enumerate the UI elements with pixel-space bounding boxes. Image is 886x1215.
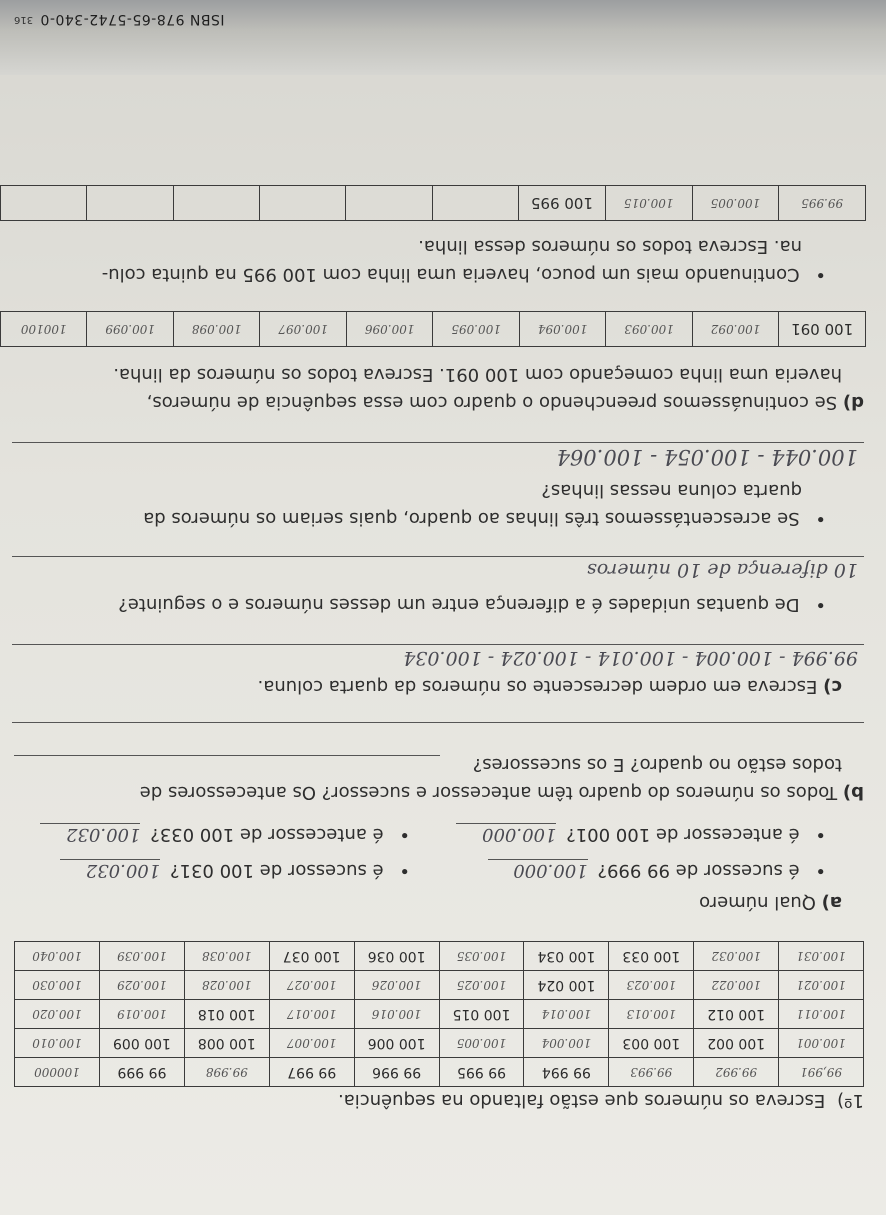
exercise-number: 1º): [837, 1090, 864, 1111]
grid-cell: 100 008: [184, 1029, 269, 1058]
grid-cell-handwritten[interactable]: 100.026: [354, 971, 439, 1000]
row-cell: 100 995: [519, 186, 606, 221]
grid-cell: 100 024: [524, 971, 609, 1000]
part-a-q1: [488, 859, 826, 881]
grid-cell-handwritten[interactable]: 100.010: [15, 1029, 100, 1058]
grid-cell-handwritten[interactable]: 100.021: [779, 971, 864, 1000]
part-c-more-line[interactable]: [12, 442, 864, 443]
exercise-heading: [338, 1090, 864, 1111]
grid-cell: 100 015: [439, 1000, 524, 1029]
grid-cell-handwritten[interactable]: 100.023: [609, 971, 694, 1000]
part-c-diff-question: [118, 594, 826, 615]
grid-cell-handwritten[interactable]: 100.022: [694, 971, 779, 1000]
page-number: 316: [14, 14, 34, 25]
part-d-q2-text2: na. Escreva todos os números dessa linha.: [418, 236, 802, 257]
part-b-label: b): [842, 782, 864, 803]
part-a-q3-text: é antecessor de 100 001?: [566, 824, 800, 845]
part-a-label: a): [821, 892, 842, 913]
grid-cell-handwritten[interactable]: 100.039: [99, 942, 184, 971]
grid-cell-handwritten[interactable]: 100.032: [694, 942, 779, 971]
part-a-q4-text: é antecessor de 100 033?: [150, 824, 384, 845]
grid-cell: 99 999: [99, 1058, 184, 1087]
row-cell-empty[interactable]: [432, 186, 518, 221]
row-cell-handwritten[interactable]: 100100: [1, 312, 87, 347]
part-b-line1: Todos os números do quadro têm antecessor e sucessor? Os antecessores de: [139, 782, 838, 803]
grid-cell-handwritten[interactable]: 100.011: [779, 1000, 864, 1029]
part-d-q2-text1: Continuando mais um pouco, haveria uma linha com 100 995 na quinta colu-: [101, 264, 800, 285]
grid-cell-handwritten[interactable]: 100.016: [354, 1000, 439, 1029]
part-b-answer-line-1[interactable]: [14, 755, 440, 756]
grid-cell-handwritten[interactable]: 99.992: [694, 1058, 779, 1087]
grid-cell-handwritten[interactable]: 100.029: [99, 971, 184, 1000]
grid-cell: 99 996: [354, 1058, 439, 1087]
part-b-text1: [14, 782, 864, 803]
grid-cell: 99 997: [269, 1058, 354, 1087]
row-cell: 100 091: [779, 312, 866, 347]
row-cell-empty[interactable]: [87, 186, 173, 221]
exercise-title: Escreva os números que estão faltando na sequência.: [338, 1090, 826, 1111]
part-c-text: [258, 676, 842, 697]
part-c-more-text1: Se acrescentássemos três linhas ao quadro, quais seriam os números da: [143, 508, 800, 529]
part-b-text2: [473, 754, 842, 775]
grid-cell: 100 037: [269, 942, 354, 971]
part-b-answer-line-2[interactable]: [12, 722, 864, 723]
grid-row: [15, 942, 864, 971]
part-d-text2: [113, 364, 842, 385]
grid-cell-handwritten[interactable]: 100.013: [609, 1000, 694, 1029]
isbn: ISBN 978-65-5742-340-0: [40, 11, 225, 27]
grid-cell-handwritten[interactable]: 100.005: [439, 1029, 524, 1058]
part-a-a2[interactable]: 100.032: [60, 859, 160, 881]
grid-cell-handwritten[interactable]: 100.040: [15, 942, 100, 971]
grid-cell-handwritten[interactable]: 100.014: [524, 1000, 609, 1029]
row-cell-handwritten[interactable]: 100.096: [346, 312, 432, 347]
grid-cell-handwritten[interactable]: 100.028: [184, 971, 269, 1000]
row-cell-handwritten[interactable]: 100.092: [692, 312, 778, 347]
part-a-text: Qual número: [699, 892, 816, 913]
grid-cell: 100 002: [694, 1029, 779, 1058]
grid-cell-handwritten[interactable]: 100.001: [779, 1029, 864, 1058]
grid-row: [15, 1000, 864, 1029]
row-cell-handwritten[interactable]: 100.095: [433, 312, 519, 347]
number-grid: [14, 941, 864, 1087]
row-cell-handwritten[interactable]: 100.098: [173, 312, 259, 347]
row-cell-empty[interactable]: [260, 186, 346, 221]
row-cell-handwritten[interactable]: 100.094: [519, 312, 605, 347]
row-cell-handwritten[interactable]: 100.093: [606, 312, 692, 347]
part-c-more-question-2: [541, 480, 802, 501]
grid-cell-handwritten[interactable]: 100.038: [184, 942, 269, 971]
grid-cell: 99 995: [439, 1058, 524, 1087]
part-a-q3: [456, 823, 826, 845]
grid-row: [15, 971, 864, 1000]
grid-cell: 100 003: [609, 1029, 694, 1058]
grid-cell-handwritten[interactable]: 100.007: [269, 1029, 354, 1058]
part-c-diff-answer[interactable]: 10 diferença de 10 números: [587, 559, 858, 581]
part-a-q2-text: é sucessor de 100 031?: [169, 860, 384, 881]
row-cell-handwritten[interactable]: 100.099: [87, 312, 173, 347]
row-cell-handwritten[interactable]: 100.097: [260, 312, 346, 347]
grid-cell: 100 018: [184, 1000, 269, 1029]
part-a-q1-text: é sucessor de 99 999?: [597, 860, 800, 881]
grid-cell: 100 034: [524, 942, 609, 971]
part-c-more-text2: quarta coluna nessas linhas?: [541, 480, 802, 501]
part-c-answer-line[interactable]: [12, 644, 864, 645]
part-c-diff-text: De quantas unidades é a diferença entre um desses números e o seguinte?: [118, 594, 800, 615]
grid-cell: 99 994: [524, 1058, 609, 1087]
part-a-q2: [60, 859, 410, 881]
grid-cell-handwritten[interactable]: 99.993: [609, 1058, 694, 1087]
grid-cell: 100 036: [354, 942, 439, 971]
part-c-label: c): [823, 676, 842, 697]
row-cell-handwritten[interactable]: 100.015: [605, 186, 692, 221]
grid-cell: 100 033: [609, 942, 694, 971]
grid-cell-handwritten[interactable]: 99.998: [184, 1058, 269, 1087]
part-d-q2-line2: [418, 236, 802, 257]
row-cell-empty[interactable]: [1, 186, 87, 221]
grid-cell-handwritten[interactable]: 100.030: [15, 971, 100, 1000]
part-a-prompt: [699, 892, 842, 913]
part-c-line: Escreva em ordem decrescente os números da quarta coluna.: [257, 676, 818, 697]
grid-cell-handwritten[interactable]: 100.025: [439, 971, 524, 1000]
part-d-line2: haveria uma linha começando com 100 091. Escreva todos os números da linha.: [113, 364, 842, 385]
grid-cell-handwritten[interactable]: 100.027: [269, 971, 354, 1000]
part-c-answer[interactable]: 99.994 - 100.004 - 100.014 - 100.024 - 100.034: [403, 647, 858, 669]
part-d-label: d): [842, 392, 864, 413]
part-a-a4[interactable]: 100.032: [40, 823, 140, 845]
grid-cell-handwritten[interactable]: 99,991: [779, 1058, 864, 1087]
grid-row: [15, 1029, 864, 1058]
part-c-diff-line[interactable]: [12, 556, 864, 557]
grid-cell-handwritten[interactable]: 100.017: [269, 1000, 354, 1029]
grid-cell: 100 009: [99, 1029, 184, 1058]
part-d-row-100091: [0, 311, 866, 347]
grid-cell-handwritten[interactable]: 100.020: [15, 1000, 100, 1029]
grid-cell: 100 012: [694, 1000, 779, 1029]
part-b-line2: todos estão no quadro? E os sucessores?: [472, 754, 842, 775]
grid-cell-handwritten[interactable]: 100.004: [524, 1029, 609, 1058]
row-cell-handwritten[interactable]: 99.995: [779, 186, 866, 221]
part-a-q4: [40, 823, 410, 845]
part-d-text1: [14, 392, 864, 413]
grid-cell-handwritten[interactable]: 100.035: [439, 942, 524, 971]
part-d-row-100995: [0, 185, 866, 221]
grid-cell: 100 006: [354, 1029, 439, 1058]
grid-row: [15, 1058, 864, 1087]
part-d-line1: Se continuássemos preenchendo o quadro com essa sequência de números,: [146, 392, 838, 413]
row-cell-handwritten[interactable]: 100.005: [692, 186, 779, 221]
part-c-more-question-1: [143, 508, 826, 529]
row-cell-empty[interactable]: [173, 186, 259, 221]
grid-cell-handwritten[interactable]: 100000: [15, 1058, 100, 1087]
part-a-a3[interactable]: 100.000: [456, 823, 556, 845]
part-c-more-answer[interactable]: 100.044 - 100.054 - 100.064: [556, 445, 858, 469]
row-cell-empty[interactable]: [346, 186, 432, 221]
grid-cell-handwritten[interactable]: 100.019: [99, 1000, 184, 1029]
grid-cell-handwritten[interactable]: 100.031: [779, 942, 864, 971]
part-a-a1[interactable]: 100.000: [488, 859, 588, 881]
part-d-q2-line1: [102, 264, 826, 285]
